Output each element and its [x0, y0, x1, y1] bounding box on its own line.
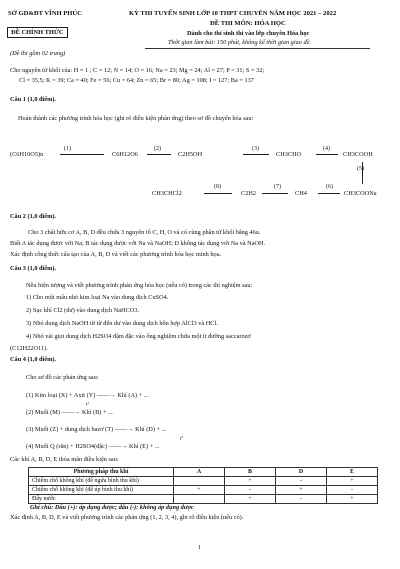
exam-time: Thời gian làm bài: 150 phút, không kể thời gian giao đề.: [168, 39, 311, 46]
q3-exp4b: (C12H22O11).: [10, 345, 48, 352]
q1-species-1: (C6H10O5)n: [10, 151, 44, 158]
q4-reaction2: (2) Muối (M) ——→ Khí (B) + ...: [26, 409, 113, 416]
q1-species-6: CH3COONa: [344, 190, 377, 197]
arrow-line-7: [262, 193, 288, 194]
q1-arrow-2: (2): [154, 146, 161, 152]
q1-arrow-6: (6): [326, 184, 333, 190]
exam-subject: ĐỀ THI MÔN: HÓA HỌC: [210, 20, 286, 27]
table-cell: +: [276, 486, 327, 495]
q4-reaction3: (3) Muối (Z) + dung dịch bazơ (T) ——→ Khí (D) + ...: [26, 426, 167, 433]
q1-text: Hoàn thành các phương trình hóa học (ghi rõ điều kiện phản ứng) theo sơ đồ chuyển hóa sau:: [18, 115, 254, 122]
q1-species-9: CH3CHCl2: [152, 190, 182, 197]
arrow-line-2: [147, 154, 171, 155]
table-header-cell: Phương pháp thu khí: [29, 468, 174, 477]
exam-title: KỲ THI TUYỂN SINH LỚP 10 THPT CHUYÊN NĂM HỌC 2021 – 2022: [129, 10, 337, 17]
q2-line3: Xác định công thức cấu tạo của A, B, D và viết các phương trình hóa học minh họa.: [10, 251, 222, 258]
table-header-row: [29, 468, 378, 477]
table-cell: Chiếm chỗ không khí (để ngửa bình thu khí): [29, 477, 174, 486]
table-cell: +: [225, 495, 276, 504]
q4-final: Xác định A, B, D, E và viết phương trình các phản ứng (1, 2, 3, 4), ghi rõ điều kiện (nếu có).: [10, 514, 244, 521]
q1-species-8: C2H2: [241, 190, 257, 197]
q1-arrow-3: (3): [252, 146, 259, 152]
table-cell: -: [225, 486, 276, 495]
q4-t-note-4: t°: [180, 437, 184, 442]
arrow-line-1: [60, 154, 104, 155]
q3-exp4a: 4) Nhỏ vài giọt dung dịch H2SO4 đậm đặc vào ống nghiệm chứa một ít đường saccarozơ: [26, 333, 251, 340]
table-cell: -: [327, 486, 378, 495]
table-row: [29, 495, 378, 504]
table-cell: -: [276, 495, 327, 504]
q3-intro: Nêu hiện tượng và viết phương trình phản ứng hóa học (nếu có) trong các thí nghiệm sau:: [26, 282, 253, 289]
q4-intro: Cho sơ đồ các phản ứng sau:: [26, 374, 99, 381]
official-label: ĐỀ CHÍNH THỨC: [7, 27, 68, 38]
q2-title: Câu 2 (1,0 điểm).: [10, 213, 56, 220]
table-row: [29, 477, 378, 486]
table-header-cell: E: [327, 468, 378, 477]
exam-target: Dành cho thí sinh thi vào lớp chuyên Hóa học: [187, 30, 310, 37]
table-cell: +: [327, 495, 378, 504]
q4-note: Ghi chú: Dấu (+): áp dụng được; dấu (-): không áp dụng được: [30, 504, 194, 511]
arrow-line-4: [316, 154, 338, 155]
department-name: SỞ GD&ĐT VĨNH PHÚC: [8, 10, 82, 17]
q4-table-intro: Các khí A, B, D, E thỏa mãn điều kiện sau:: [10, 456, 119, 463]
q3-exp2: 2) Sục khí Cl2 (dư) vào dung dịch NaHCO3.: [26, 307, 140, 314]
atomic-masses-line2: Cl = 35,5; K = 39; Ca = 40; Fe = 56; Cu = 64; Zn = 65; Br = 80; Ag = 108; I = 127; Ba = 137: [19, 77, 254, 84]
pages-note: (Đề thi gồm 02 trang): [10, 50, 66, 57]
q1-arrow-1: (1): [64, 146, 71, 152]
table-cell: +: [225, 477, 276, 486]
q1-species-5: CH3COOH: [343, 151, 373, 158]
q1-species-7: CH4: [295, 190, 307, 197]
q1-species-4: CH3CHO: [276, 151, 302, 158]
table-cell: +: [174, 486, 225, 495]
arrow-line-6: [318, 193, 340, 194]
q4-t-note-2: t°: [86, 403, 90, 408]
table-header-cell: D: [276, 468, 327, 477]
table-cell: Đẩy nước: [29, 495, 174, 504]
q2-line1: Cho 3 chất hữu cơ A, B, D đều chứa 3 nguyên tố C, H, O và có cùng phân tử khối bằng 46u.: [28, 229, 261, 236]
table-cell: -: [276, 477, 327, 486]
atomic-masses-line1: Cho nguyên tử khối của: H = 1 ; C = 12; N = 14; O = 16; Na = 23; Mg = 24; Al = 27; P = 31; S = 32;: [10, 67, 265, 74]
q1-title: Câu 1 (1,0 điểm).: [10, 96, 56, 103]
gas-collection-table: [28, 467, 378, 504]
arrow-line-3: [243, 154, 269, 155]
q2-line2: Biết A tác dụng được với Na; B tác dụng được với Na và NaOH; D không tác dụng với Na và NaOH.: [10, 240, 266, 247]
table-cell: [174, 477, 225, 486]
arrow-line-8: [204, 193, 232, 194]
q1-species-2: C6H12O6: [112, 151, 138, 158]
q4-title: Câu 4 (1,0 điểm).: [10, 356, 56, 363]
q1-arrow-5: (5): [357, 166, 364, 172]
table-cell: +: [327, 477, 378, 486]
q1-arrow-4: (4): [323, 146, 330, 152]
table-header-cell: B: [225, 468, 276, 477]
header-rule: [145, 48, 370, 49]
page-number: 1: [198, 544, 202, 551]
table-row: [29, 486, 378, 495]
q1-arrow-7: (7): [274, 184, 281, 190]
q3-exp1: 1) Cho một mẩu nhỏ kim loại Na vào dung dịch CuSO4.: [26, 294, 169, 301]
table-cell: Chiếm chỗ không khí (để úp bình thu khí): [29, 486, 174, 495]
q1-species-3: C2H5OH: [178, 151, 203, 158]
q4-reaction4: (4) Muối Q (rắn) + H2SO4(đặc) ——→ Khí (E) + ...: [26, 443, 160, 450]
table-cell: [174, 495, 225, 504]
q3-title: Câu 3 (1,0 điểm).: [10, 265, 56, 272]
q1-arrow-8: (8): [214, 184, 221, 190]
q4-reaction1: (1) Kim loại (X) + Axit (Y) ——→ Khí (A) + ...: [26, 392, 149, 399]
table-header-cell: A: [174, 468, 225, 477]
q3-exp3: 3) Nhỏ dung dịch NaOH từ từ đến dư vào dung dịch hỗn hợp AlCl3 và HCl.: [26, 320, 218, 327]
